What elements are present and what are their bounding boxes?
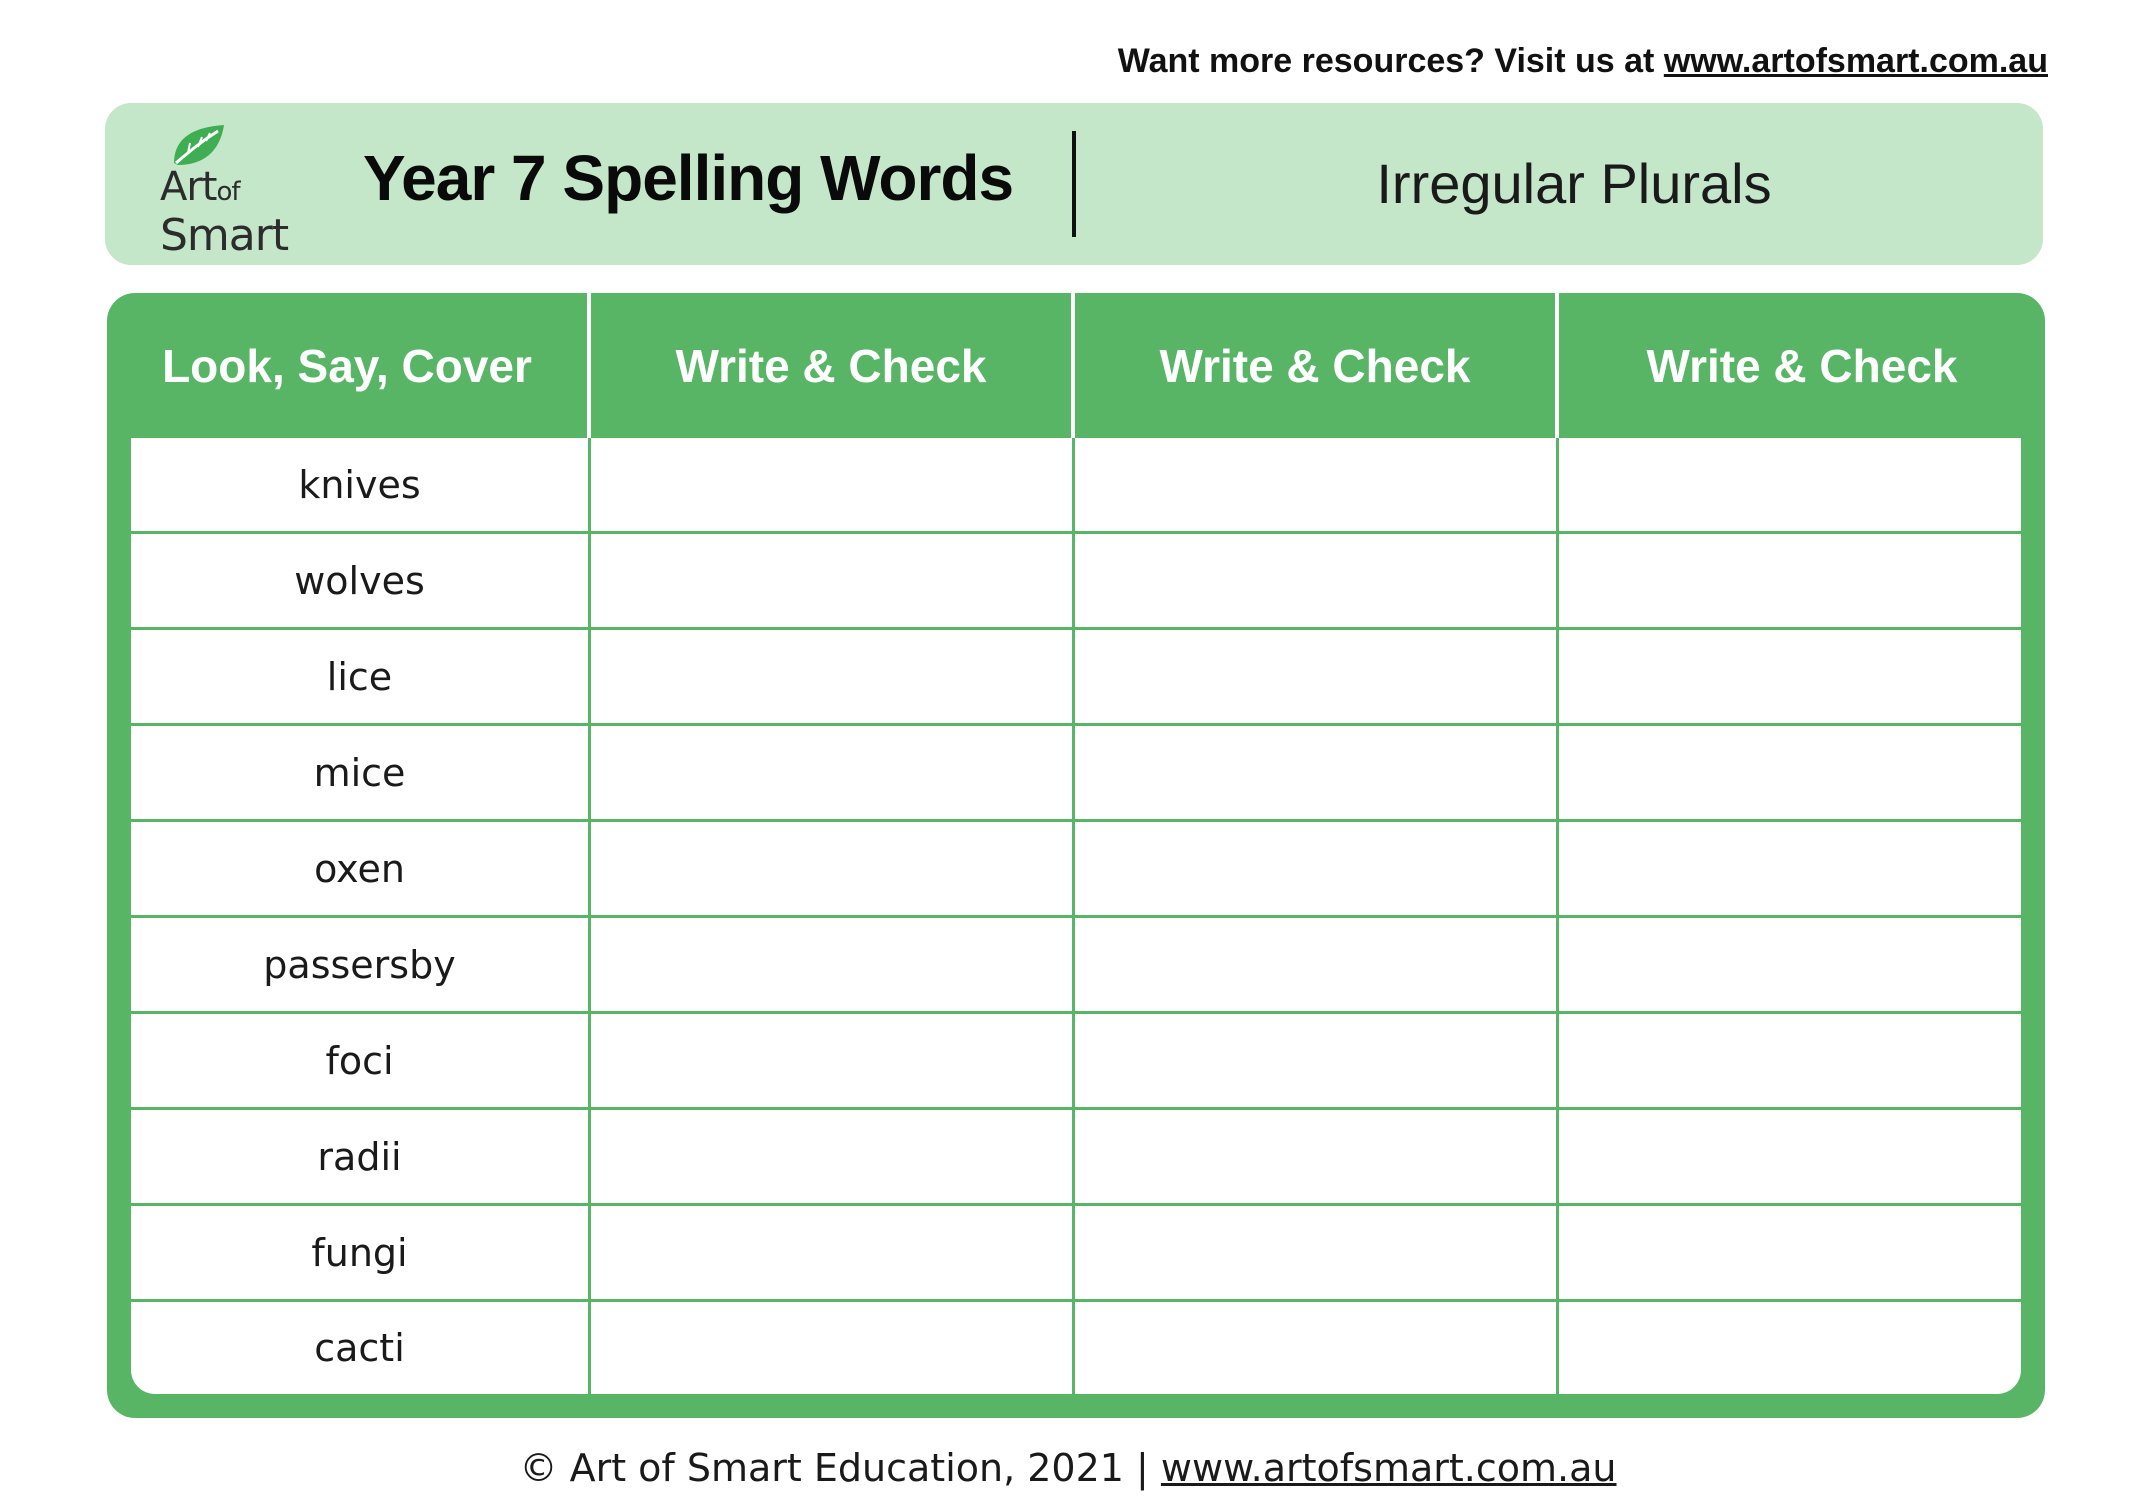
write-check-cell-2[interactable]: [1075, 726, 1559, 819]
write-check-cell-1[interactable]: [591, 534, 1075, 627]
write-check-cell-2[interactable]: [1075, 1206, 1559, 1299]
write-check-cell-2[interactable]: [1075, 1302, 1559, 1394]
table-row: [131, 822, 2021, 918]
header-write-check-3: Write & Check: [1646, 339, 1958, 392]
title-banner: [105, 103, 2043, 265]
word-cell: radii: [131, 1110, 591, 1203]
word-cell: passersby: [131, 918, 591, 1011]
word-cell: cacti: [131, 1302, 591, 1394]
header-look-say-cover: Look, Say, Cover: [107, 293, 591, 438]
write-check-cell-3[interactable]: [1559, 1110, 2021, 1203]
logo-art: Art: [160, 164, 217, 210]
word-cell: oxen: [131, 822, 591, 915]
write-check-cell-1[interactable]: [591, 1206, 1075, 1299]
word-cell: wolves: [131, 534, 591, 627]
table-row: [131, 1302, 2021, 1394]
write-check-cell-3[interactable]: [1559, 438, 2021, 531]
word-cell: knives: [131, 438, 591, 531]
write-check-cell-1[interactable]: [591, 1110, 1075, 1203]
table-row: [131, 918, 2021, 1014]
table-header: [107, 293, 2045, 438]
write-check-cell-3[interactable]: [1559, 1014, 2021, 1107]
write-check-cell-1[interactable]: [591, 918, 1075, 1011]
footer: [0, 1446, 2136, 1490]
write-check-cell-2[interactable]: [1075, 1110, 1559, 1203]
top-resources-note: [1118, 42, 2048, 81]
write-check-cell-3[interactable]: [1559, 630, 2021, 723]
word-cell: foci: [131, 1014, 591, 1107]
write-check-cell-1[interactable]: [591, 726, 1075, 819]
word-cell: fungi: [131, 1206, 591, 1299]
header-write-check-2: Write & Check: [1075, 293, 1559, 438]
table-rows: [131, 438, 2021, 1394]
write-check-cell-1[interactable]: [591, 1302, 1075, 1394]
table-row: [131, 1110, 2021, 1206]
table-row: [131, 726, 2021, 822]
write-check-cell-3[interactable]: [1559, 726, 2021, 819]
write-check-cell-1[interactable]: [591, 822, 1075, 915]
write-check-cell-2[interactable]: [1075, 630, 1559, 723]
write-check-cell-1[interactable]: [591, 1014, 1075, 1107]
write-check-cell-1[interactable]: [591, 630, 1075, 723]
leaf-icon: [168, 123, 228, 169]
logo-wordmark: [160, 164, 289, 261]
page-title: Year 7 Spelling Words: [363, 142, 1014, 214]
word-cell: mice: [131, 726, 591, 819]
logo-of: of: [216, 177, 240, 207]
write-check-cell-2[interactable]: [1075, 534, 1559, 627]
page-subtitle: Irregular Plurals: [1376, 152, 1772, 215]
write-check-cell-3[interactable]: [1559, 822, 2021, 915]
write-check-cell-3[interactable]: [1559, 1302, 2021, 1394]
word-cell: lice: [131, 630, 591, 723]
table-row: [131, 1014, 2021, 1110]
write-check-cell-2[interactable]: [1075, 822, 1559, 915]
table-row: [131, 438, 2021, 534]
write-check-cell-2[interactable]: [1075, 1014, 1559, 1107]
logo-smart: Smart: [160, 210, 289, 261]
footer-text: © Art of Smart Education, 2021 |: [519, 1446, 1161, 1490]
write-check-cell-1[interactable]: [591, 438, 1075, 531]
footer-link[interactable]: www.artofsmart.com.au: [1160, 1446, 1617, 1490]
top-note-text: Want more resources? Visit us at: [1117, 42, 1664, 80]
write-check-cell-3[interactable]: [1559, 534, 2021, 627]
write-check-cell-3[interactable]: [1559, 1206, 2021, 1299]
table-row: [131, 534, 2021, 630]
write-check-cell-2[interactable]: [1075, 438, 1559, 531]
table-row: [131, 1206, 2021, 1302]
title-divider: [1072, 131, 1076, 237]
table-row: [131, 630, 2021, 726]
table-body: [131, 438, 2021, 1394]
write-check-cell-3[interactable]: [1559, 918, 2021, 1011]
art-of-smart-logo: [160, 123, 300, 261]
write-check-cell-2[interactable]: [1075, 918, 1559, 1011]
header-write-check-1: Write & Check: [591, 293, 1075, 438]
spelling-table: [107, 293, 2045, 1418]
top-note-link[interactable]: www.artofsmart.com.au: [1663, 42, 2048, 80]
